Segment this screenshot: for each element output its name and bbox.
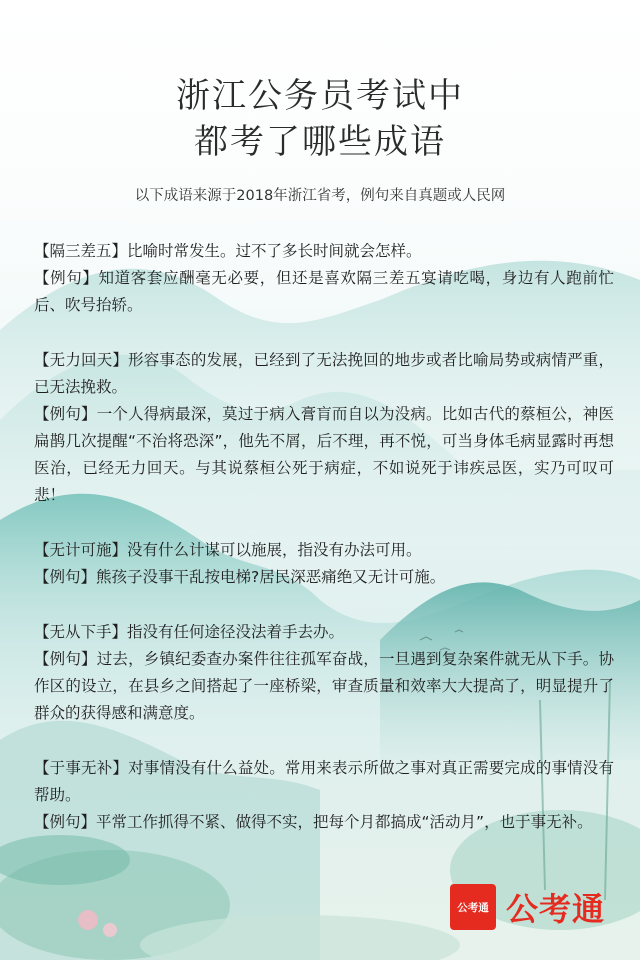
idiom-example [34,809,614,836]
idiom-entry [34,347,614,509]
idiom-tag: 【无力回天】 [34,351,129,369]
example-text: 一个人得病最深，莫过于病入膏肓而自以为没病。比如古代的蔡桓公，神医扁鹊几次提醒“不治将恐深”，他先不屑，后不理，再不悦，可当身体毛病显露时再想医治，已经无力回天。与其说蔡桓公死于病症，不如说死于讳疾忌医，实乃可叹可悲！ [34,405,614,504]
idiom-definition [34,347,614,401]
example-tag: 【例句】 [34,650,97,668]
idiom-meaning: 没有什么计谋可以施展，指没有办法可用。 [127,541,422,559]
idiom-tag: 【无计可施】 [34,541,128,559]
idiom-tag: 【无从下手】 [34,623,128,641]
idiom-tag: 【于事无补】 [34,759,129,777]
example-text: 平常工作抓得不紧、做得不实，把每个月都搞成“活动月”，也于事无补。 [96,813,593,831]
page-title-line-1: 浙江公务员考试中 [176,76,464,116]
idiom-definition [34,619,614,646]
idiom-tag: 【隔三差五】 [34,242,128,260]
idiom-meaning: 比喻时常发生。过不了多长时间就会怎样。 [127,242,422,260]
example-tag: 【例句】 [34,568,97,586]
idiom-definition [34,755,614,809]
example-tag: 【例句】 [34,813,97,831]
example-tag: 【例句】 [34,269,99,287]
example-text: 过去，乡镇纪委查办案件往往孤军奋战，一旦遇到复杂案件就无从下手。协作区的设立，在县乡之间搭起了一座桥梁，审查质量和效率大大提高了，明显提升了群众的获得感和满意度。 [34,650,614,722]
idiom-example [34,401,614,509]
example-text: 熊孩子没事干乱按电梯?居民深恶痛绝又无计可施。 [96,568,446,586]
idiom-example [34,564,614,591]
idiom-entry [34,619,614,727]
page-subtitle: 以下成语来源于2018年浙江省考，例句来自真题或人民网 [134,188,506,204]
example-tag: 【例句】 [34,405,97,423]
idiom-meaning: 对事情没有什么益处。常用来表示所做之事对真正需要完成的事情没有帮助。 [34,759,614,804]
idiom-meaning: 形容事态的发展，已经到了无法挽回的地步或者比喻局势或病情严重，已无法挽救。 [34,351,614,396]
idiom-definition [34,537,614,564]
idiom-entry [34,238,614,319]
idiom-meaning: 指没有任何途径没法着手去办。 [127,623,345,641]
idiom-example [34,646,614,727]
idiom-definition [34,238,614,265]
page-title-line-2: 都考了哪些成语 [194,122,446,162]
idiom-entry [34,755,614,836]
example-text: 知道客套应酬毫无必要，但还是喜欢隔三差五宴请吃喝，身边有人跑前忙后、吹号抬轿。 [34,269,614,314]
idiom-entry [34,537,614,591]
logo-badge: 公考通 [450,884,496,930]
idiom-example [34,265,614,319]
idiom-list [34,238,614,864]
logo-brand-text: 公考通 [506,890,606,928]
brand-logo [450,884,605,930]
